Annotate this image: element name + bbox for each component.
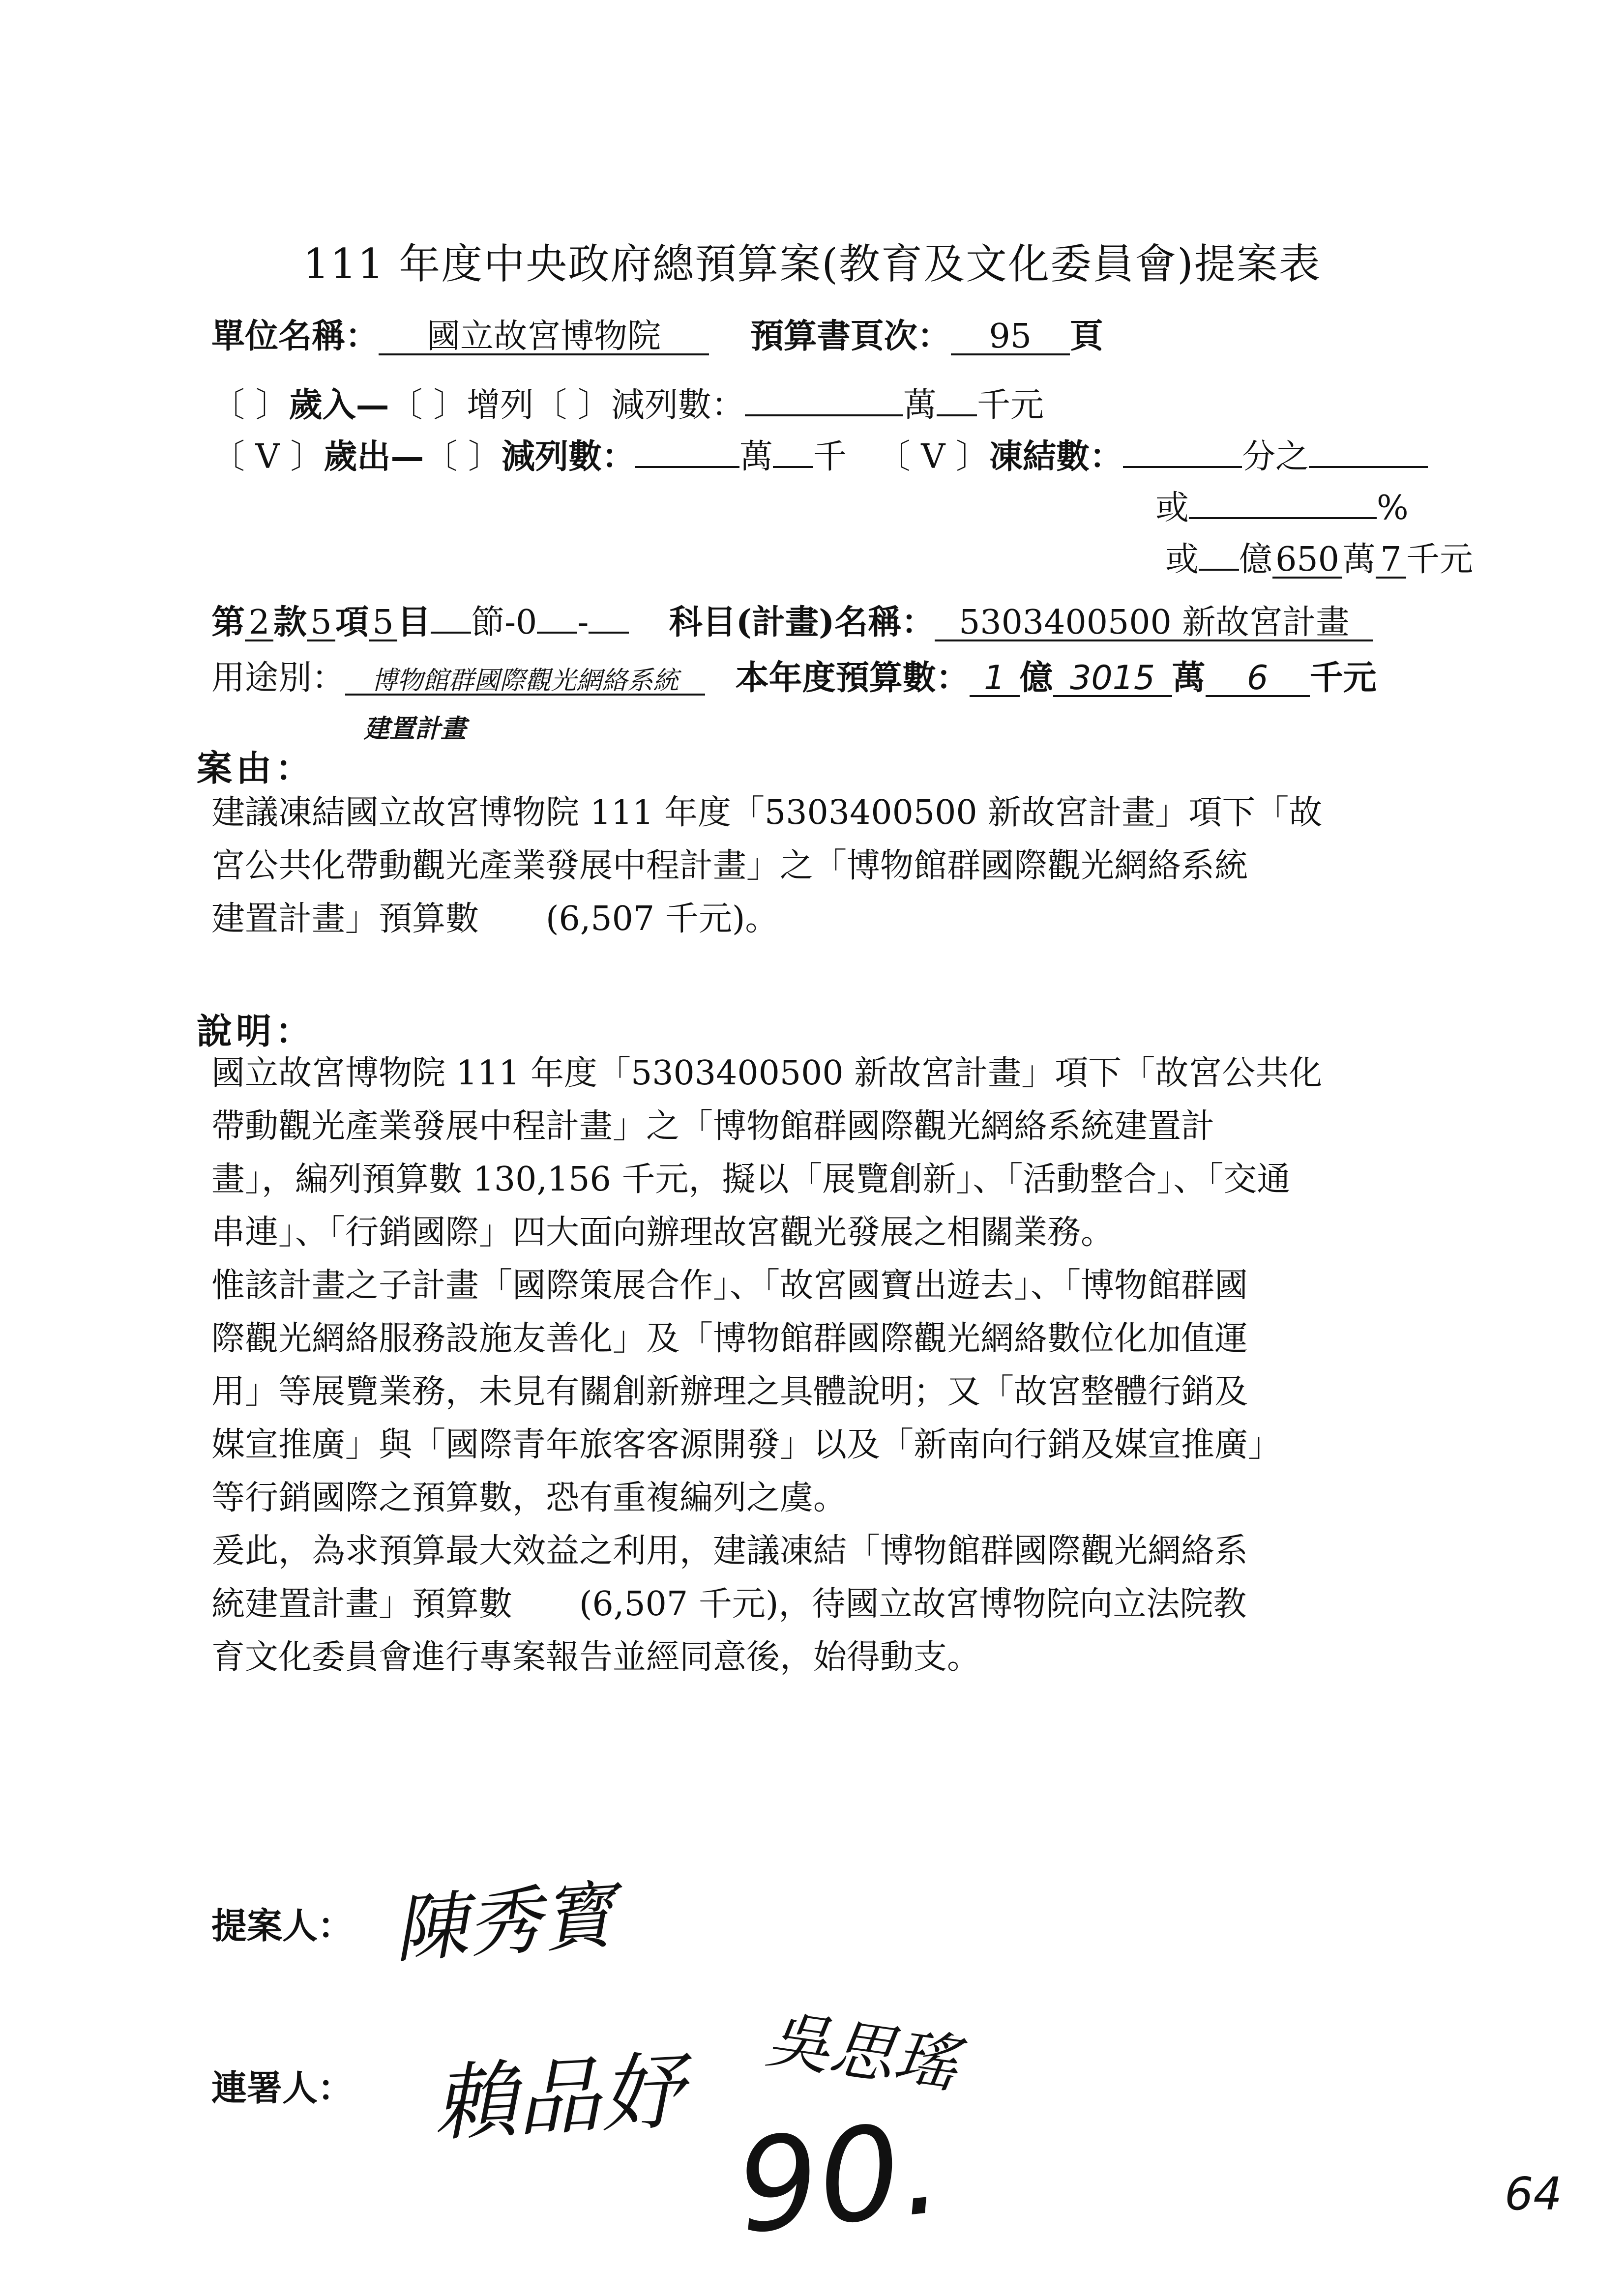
or-label: 或	[1155, 489, 1189, 527]
expense-qian-blank	[773, 466, 813, 468]
freeze-check: 〔 V 〕	[877, 437, 989, 476]
explanation-line: 用」等展覽業務，未見有關創新辦理之具體說明；又「故宮整體行銷及	[211, 1372, 1248, 1411]
jie-label: 節-0	[471, 603, 537, 642]
explanation-line: 際觀光網絡服務設施友善化」及「博物館群國際觀光網絡數位化加值運	[211, 1319, 1248, 1358]
reason-line: 宮公共化帶動觀光產業發展中程計畫」之「博物館群國際觀光網絡系統	[211, 846, 1248, 885]
page-number: 64	[1505, 2168, 1563, 2220]
expense-row	[211, 437, 1428, 476]
budget-wan-value: 3015	[1053, 662, 1172, 697]
explanation-line: 畫」，編列預算數 130,156 千元，擬以「展覽創新」、「活動整合」、「交通	[211, 1160, 1291, 1199]
explanation-line: 統建置計畫」預算數 (6,507 千元)，待國立故宮博物院向立法院教	[211, 1585, 1247, 1624]
subject-row	[211, 603, 1373, 642]
fraction-label: 分之	[1242, 437, 1309, 476]
cosigner-signature: 賴品妤	[430, 2042, 686, 2153]
mu-label: 目	[397, 603, 431, 642]
jie-blank	[431, 632, 471, 634]
usage-value: 博物館群國際觀光網絡系統	[345, 668, 705, 696]
wan-value: 650	[1272, 543, 1342, 579]
percent-sign: %	[1377, 489, 1409, 527]
explanation-line: 爰此，為求預算最大效益之利用，建議凍結「博物館群國際觀光網絡系	[211, 1532, 1248, 1570]
revenue-check: 〔 〕	[211, 386, 289, 425]
revenue-inc-label: 增列	[467, 386, 534, 425]
expense-wan-blank	[635, 466, 739, 468]
revenue-dec-label: 減列數：	[611, 386, 745, 425]
qian-unit: 千元	[1406, 540, 1474, 579]
budget-yi-unit: 億	[1019, 658, 1053, 698]
qian-value: 7	[1376, 543, 1406, 579]
unit-value: 國立故宮博物院	[379, 320, 709, 355]
explanation-line: 國立故宮博物院 111 年度「5303400500 新故宮計畫」項下「故宮公共化	[211, 1054, 1323, 1093]
freeze-denominator-blank	[1309, 466, 1428, 468]
unit-label: 單位名稱：	[211, 317, 379, 356]
or-amount-row	[1165, 540, 1474, 579]
document-title: 111 年度中央政府總預算案(教育及文化委員會)提案表	[303, 240, 1321, 288]
reason-line: 建置計畫」預算數 (6,507 千元)。	[211, 900, 779, 938]
yi-blank	[1199, 569, 1239, 571]
page-label: 預算書頁次：	[750, 317, 951, 356]
approval-mark: 90.	[730, 2093, 948, 2263]
usage-value-line2: 建置計畫	[364, 714, 467, 744]
revenue-qian-unit: 千元	[976, 386, 1044, 425]
subject-name-label: 科目(計畫)名稱：	[669, 603, 935, 642]
explanation-heading: 說明：	[197, 1010, 315, 1052]
usage-row	[211, 658, 1377, 698]
explanation-line: 帶動觀光產業發展中程計畫」之「博物館群國際觀光網絡系統建置計	[211, 1107, 1215, 1146]
cosigner-label: 連署人：	[211, 2067, 354, 2109]
wan-unit: 萬	[1342, 540, 1376, 579]
jie-blank-2	[537, 632, 577, 634]
usage-label: 用途別：	[211, 659, 346, 698]
explanation-line: 等行銷國際之預算數，恐有重複編列之虞。	[211, 1479, 847, 1517]
explanation-line: 媒宣推廣」與「國際青年旅客客源開發」以及「新南向行銷及媒宣推廣」	[211, 1425, 1282, 1464]
revenue-wan-unit: 萬	[903, 386, 937, 425]
revenue-row	[211, 385, 1044, 425]
explanation-line: 育文化委員會進行專案報告並經同意後，始得動支。	[211, 1638, 981, 1677]
expense-dec-label: 減列數：	[501, 437, 635, 476]
budget-wan-unit: 萬	[1172, 658, 1206, 698]
page-unit: 頁	[1069, 317, 1103, 356]
revenue-label: 歲入—	[289, 385, 389, 425]
or-label-2: 或	[1165, 540, 1199, 579]
explanation-line: 惟該計畫之子計畫「國際策展合作」、「故宮國寶出遊去」、「博物館群國	[211, 1266, 1248, 1305]
budget-label: 本年度預算數：	[735, 658, 970, 698]
proposer-signature: 陳秀寳	[391, 1872, 618, 1974]
cosigner-signature: 吳思瑤	[762, 2001, 963, 2102]
kuan-label: 款	[273, 603, 307, 642]
budget-yi-value: 1	[970, 662, 1020, 697]
unit-row	[211, 317, 1103, 356]
yi-unit: 億	[1239, 540, 1273, 579]
freeze-numerator-blank	[1123, 466, 1242, 468]
xiang-value: 5	[307, 606, 335, 641]
percent-blank	[1189, 517, 1377, 519]
mu-value: 5	[369, 606, 397, 641]
page-value: 95	[951, 320, 1070, 355]
revenue-qian-blank	[937, 414, 977, 416]
reason-body	[211, 786, 1441, 946]
reason-line: 建議凍結國立故宮博物院 111 年度「5303400500 新故宮計畫」項下「故	[211, 793, 1323, 832]
expense-dec-check: 〔 〕	[424, 437, 502, 476]
expense-label: 歲出—	[324, 437, 424, 476]
jie-dash: -	[577, 603, 589, 642]
explanation-line: 串連」、「行銷國際」四大面向辦理故宮觀光發展之相關業務。	[211, 1213, 1115, 1252]
freeze-label: 凍結數：	[989, 437, 1123, 476]
expense-check: 〔 V 〕	[211, 437, 324, 476]
budget-qian-value: 6	[1206, 662, 1310, 697]
expense-qian-unit: 千	[813, 437, 847, 476]
revenue-wan-blank	[745, 414, 903, 416]
xiang-label: 項	[335, 603, 369, 642]
proposer-label: 提案人：	[211, 1905, 354, 1947]
explanation-body	[211, 1047, 1441, 1684]
kuan-value: 2	[245, 606, 273, 641]
budget-qian-unit: 千元	[1309, 658, 1377, 698]
jie-blank-3	[589, 632, 629, 634]
di-label: 第	[211, 603, 245, 642]
reason-heading: 案由：	[197, 747, 315, 789]
revenue-inc-check: 〔 〕	[389, 386, 467, 425]
expense-wan-unit: 萬	[739, 437, 773, 476]
subject-name-value: 5303400500 新故宮計畫	[935, 606, 1373, 641]
revenue-dec-check: 〔 〕	[533, 386, 611, 425]
or-percent-row	[1155, 489, 1409, 527]
